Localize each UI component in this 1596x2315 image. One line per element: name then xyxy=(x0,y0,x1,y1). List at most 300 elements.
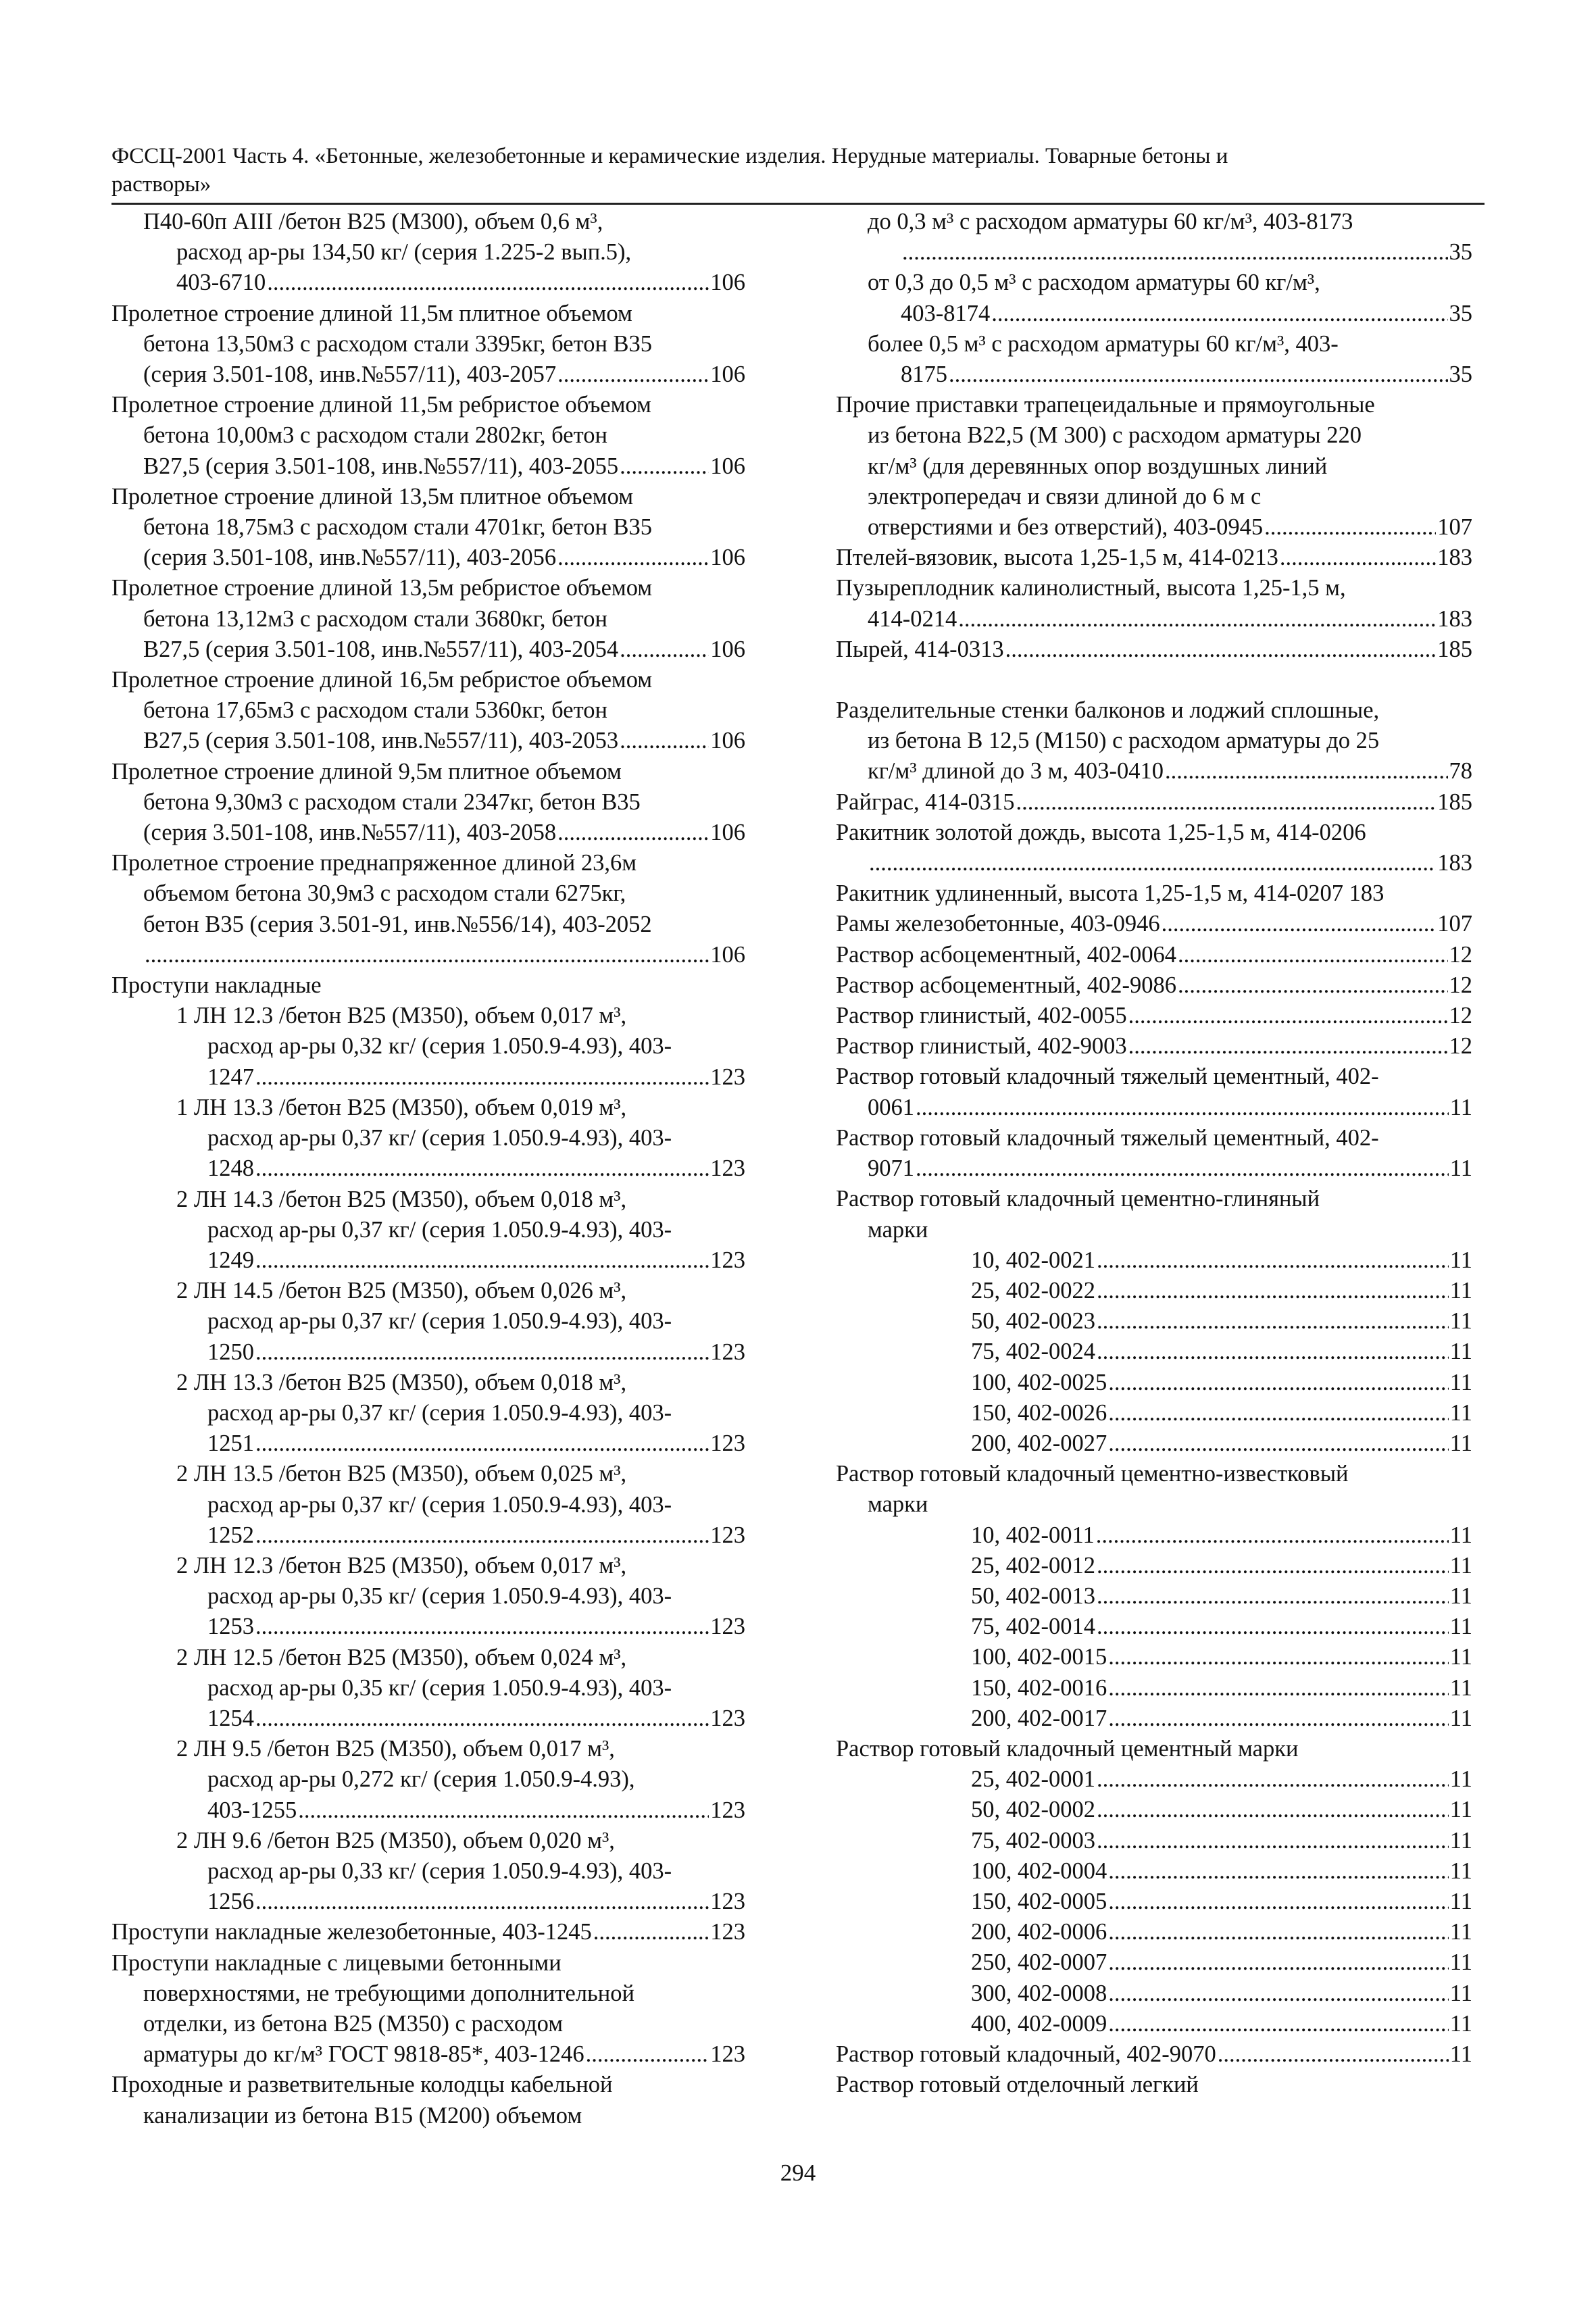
index-line-text: 1 ЛН 12.3 /бетон В25 (М350), объем 0,017 м³, xyxy=(176,1003,627,1029)
index-line-text: 1251 xyxy=(207,1430,254,1457)
page-reference: 12 xyxy=(1449,1033,1472,1060)
index-line-text: В27,5 (серия 3.501-108, инв.№557/11), 403-2054 xyxy=(143,636,619,662)
index-line-text: Пузыреплодник калинолистный, высота 1,25-1,5 м, xyxy=(836,575,1346,601)
page-reference: 107 xyxy=(1437,514,1472,541)
page-reference: 11 xyxy=(1449,1644,1472,1670)
index-line-with-page xyxy=(836,1673,1472,1703)
leader-dots xyxy=(1218,2039,1449,2070)
entry-spacer xyxy=(836,665,1472,695)
page-reference: 11 xyxy=(1449,2041,1472,2067)
leader-dots xyxy=(557,543,709,573)
index-entry xyxy=(836,1245,1472,1459)
page-reference: 106 xyxy=(710,728,745,754)
index-line-with-page xyxy=(111,818,745,848)
index-entry xyxy=(111,1643,745,1735)
index-line-text: 400, 402-0009 xyxy=(971,2010,1107,2037)
leader-dots xyxy=(255,1062,709,1093)
index-line-text: Раствор асбоцементный, 402-0064 xyxy=(836,941,1176,968)
index-line-with-page xyxy=(836,2009,1472,2039)
index-line-text: 50, 402-0002 xyxy=(971,1797,1095,1823)
page-reference: 12 xyxy=(1449,1003,1472,1029)
index-line-text: 414-0214 xyxy=(868,605,957,632)
index-line-text: Проступи накладные железобетонные, 403-1245 xyxy=(111,1919,592,1945)
index-line-with-page xyxy=(836,1337,1472,1367)
index-line-text: Раствор готовый кладочный цементный марки xyxy=(836,1735,1299,1762)
leader-dots xyxy=(298,1795,709,1826)
index-entry xyxy=(836,695,1472,787)
index-line-text: 1253 xyxy=(207,1614,254,1640)
index-line-with-page xyxy=(836,1093,1472,1123)
index-line-text: Проступи накладные с лицевыми бетонными xyxy=(111,1949,562,1976)
leader-dots xyxy=(1096,1520,1449,1551)
page-reference: 35 xyxy=(1449,300,1472,326)
page-reference: 123 xyxy=(710,1247,745,1273)
index-line-text: Пырей, 414-0313 xyxy=(836,636,1004,662)
index-line-text: до 0,3 м³ с расходом арматуры 60 кг/м³, 403-8173 xyxy=(868,209,1353,234)
index-line-text: 200, 402-0027 xyxy=(971,1430,1107,1456)
leader-dots xyxy=(869,848,1436,878)
index-line-text: расход ар-ры 0,272 кг/ (серия 1.050.9-4.93), xyxy=(207,1766,635,1793)
index-entry xyxy=(111,757,745,849)
index-line-with-page xyxy=(836,787,1472,818)
index-line-with-page xyxy=(836,1368,1472,1398)
page-reference: 11 xyxy=(1449,1827,1472,1853)
index-line-text: из бетона В22,5 (М 300) с расходом арматуры 220 xyxy=(868,422,1362,449)
index-entry xyxy=(111,1734,745,1826)
index-line-text: 403-1255 xyxy=(207,1797,297,1823)
leader-dots xyxy=(593,1917,709,1947)
leader-dots xyxy=(1128,1031,1448,1062)
leader-dots xyxy=(991,299,1447,329)
index-entry xyxy=(836,818,1472,878)
page-number: 294 xyxy=(780,2160,816,2186)
page-reference: 11 xyxy=(1449,1949,1472,1976)
index-line-with-page xyxy=(836,1703,1472,1734)
index-line-text: расход ар-ры 0,37 кг/ (серия 1.050.9-4.93), 403- xyxy=(207,1399,672,1426)
index-line-text: 200, 402-0017 xyxy=(971,1705,1107,1731)
index-line-text: Пролетное строение длиной 16,5м ребристое объемом xyxy=(111,667,653,693)
index-line-text: расход ар-ры 0,35 кг/ (серия 1.050.9-4.93), 403- xyxy=(207,1674,672,1701)
leader-dots xyxy=(1097,1795,1449,1825)
index-line-text: 1256 xyxy=(207,1889,254,1915)
leader-dots xyxy=(902,237,1448,268)
page-reference: 106 xyxy=(710,820,745,846)
index-entry xyxy=(836,2039,1472,2070)
index-line-text: 2 ЛН 12.3 /бетон В25 (М350), объем 0,017 м³, xyxy=(176,1552,627,1578)
index-line-text: Раствор глинистый, 402-0055 xyxy=(836,1003,1127,1029)
index-line-with-page xyxy=(836,1428,1472,1459)
index-line-text: Птелей-вязовик, высота 1,25-1,5 м, 414-0213 xyxy=(836,545,1278,571)
index-line-text: 2 ЛН 14.3 /бетон В25 (М350), объем 0,018 м³, xyxy=(176,1186,627,1212)
index-line-text: марки xyxy=(868,1491,928,1518)
index-line-with-page xyxy=(836,634,1472,665)
index-line-with-page xyxy=(836,970,1472,1001)
leader-dots xyxy=(1097,1306,1449,1337)
index-line-text: Райграс, 414-0315 xyxy=(836,789,1015,815)
index-line-text: канализации из бетона В15 (М200) объемом xyxy=(143,2102,582,2129)
leader-dots xyxy=(620,634,709,665)
page-reference: 12 xyxy=(1449,972,1472,998)
index-line-text: отделки, из бетона В25 (М350) с расходом xyxy=(143,2010,564,2037)
index-line-text: 10, 402-0021 xyxy=(971,1247,1095,1273)
page-reference: 123 xyxy=(710,1889,745,1915)
leader-dots xyxy=(1108,2009,1449,2039)
index-line-text: 9071 xyxy=(868,1155,914,1182)
leader-dots xyxy=(1097,1826,1449,1856)
index-line-text: П40-60п АIII /бетон В25 (М300), объем 0,6 м³, xyxy=(143,209,603,234)
leader-dots xyxy=(1016,787,1436,818)
index-entry xyxy=(836,1031,1472,1062)
index-line-text: 50, 402-0023 xyxy=(971,1308,1095,1335)
index-entry xyxy=(111,1276,745,1368)
leader-dots xyxy=(1097,1245,1449,1276)
page-reference: 11 xyxy=(1449,1797,1472,1823)
page-reference: 183 xyxy=(1437,545,1472,571)
leader-dots xyxy=(557,818,709,848)
leader-dots xyxy=(1264,512,1436,543)
leader-dots xyxy=(620,726,709,756)
index-line-with-page xyxy=(836,1642,1472,1672)
leader-dots xyxy=(1162,909,1437,939)
index-line-text: 200, 402-0006 xyxy=(971,1919,1107,1945)
page-reference: 106 xyxy=(710,362,745,388)
leader-dots xyxy=(949,359,1448,390)
index-line-text: 1247 xyxy=(207,1064,254,1090)
leader-dots xyxy=(255,1153,709,1184)
index-line-with-page xyxy=(836,1153,1472,1184)
index-line-text: В27,5 (серия 3.501-108, инв.№557/11), 403-2055 xyxy=(143,453,619,479)
index-line-with-page xyxy=(111,1153,745,1184)
leader-dots xyxy=(1108,1673,1449,1703)
index-line-with-page xyxy=(836,299,1472,329)
index-entry xyxy=(836,1184,1472,1245)
index-entry xyxy=(836,543,1472,573)
leader-dots xyxy=(1108,1703,1449,1734)
index-line-text: (серия 3.501-108, инв.№557/11), 403-2057 xyxy=(143,362,557,388)
index-entry xyxy=(111,2070,745,2131)
index-line-with-page xyxy=(111,359,745,390)
leader-dots xyxy=(1165,756,1448,787)
index-line-text: Пролетное строение длиной 13,5м плитное объемом xyxy=(111,483,634,509)
index-line-with-page xyxy=(836,359,1472,390)
index-line-text: 403-6710 xyxy=(176,270,266,296)
index-line-with-page xyxy=(836,1795,1472,1825)
index-line-text: 2 ЛН 14.5 /бетон В25 (М350), объем 0,026 м³, xyxy=(176,1278,627,1304)
index-line-text: 2 ЛН 13.3 /бетон В25 (М350), объем 0,018 м³, xyxy=(176,1369,627,1395)
index-line-text: 100, 402-0015 xyxy=(971,1644,1107,1670)
index-line-with-page xyxy=(111,1612,745,1642)
index-line-text: бетона 17,65м3 с расходом стали 5360кг, бетон xyxy=(143,697,607,724)
leader-dots xyxy=(1097,1276,1449,1306)
leader-dots xyxy=(1097,1581,1449,1612)
index-entry xyxy=(111,1185,745,1276)
index-line-with-page xyxy=(836,1581,1472,1612)
index-line-with-page xyxy=(836,1306,1472,1337)
index-line-text: 1249 xyxy=(207,1247,254,1273)
leader-dots xyxy=(1097,1551,1449,1581)
index-line-text: 75, 402-0003 xyxy=(971,1827,1095,1853)
page-reference: 123 xyxy=(710,1155,745,1182)
index-line-with-page xyxy=(111,726,745,756)
leader-dots xyxy=(620,451,709,482)
index-line-with-page xyxy=(836,848,1472,878)
page-reference: 11 xyxy=(1449,1858,1472,1884)
index-line-text: Раствор глинистый, 402-9003 xyxy=(836,1033,1127,1060)
leader-dots xyxy=(145,940,709,970)
index-line-text: Раствор готовый отделочный легкий xyxy=(836,2072,1199,2098)
page-reference: 11 xyxy=(1449,1247,1472,1273)
index-line-text: Разделительные стенки балконов и лоджий сплошные, xyxy=(836,697,1380,724)
index-line-text: 250, 402-0007 xyxy=(971,1949,1107,1976)
index-line-text: (серия 3.501-108, инв.№557/11), 403-2058 xyxy=(143,820,557,846)
page-reference: 107 xyxy=(1437,911,1472,937)
index-line-text: 1248 xyxy=(207,1155,254,1182)
index-line-text: Раствор готовый кладочный тяжелый цементный, 402- xyxy=(836,1064,1379,1090)
index-line-text: из бетона В 12,5 (М150) с расходом арматуры до 25 xyxy=(868,728,1380,754)
page-reference: 35 xyxy=(1449,362,1472,388)
index-line-text: 300, 402-0008 xyxy=(971,1980,1107,2006)
leader-dots xyxy=(1097,1612,1449,1642)
index-line-with-page xyxy=(836,1887,1472,1917)
running-header xyxy=(111,142,1490,199)
leader-dots xyxy=(1178,970,1448,1001)
index-line-text: Раствор готовый кладочный тяжелый цементный, 402- xyxy=(836,1124,1379,1151)
leader-dots xyxy=(1108,1947,1449,1978)
leader-dots xyxy=(267,268,709,298)
index-line-text: бетона 9,30м3 с расходом стали 2347кг, бетон В35 xyxy=(143,789,641,815)
index-line-text: расход ар-ры 0,37 кг/ (серия 1.050.9-4.93), 403- xyxy=(207,1308,672,1335)
index-line-with-page xyxy=(836,1764,1472,1795)
leader-dots xyxy=(916,1153,1449,1184)
index-line-with-page xyxy=(111,268,745,298)
index-line-with-page xyxy=(836,1551,1472,1581)
page-reference: 106 xyxy=(710,270,745,296)
index-line-text: расход ар-ры 0,32 кг/ (серия 1.050.9-4.93), 403- xyxy=(207,1033,672,1060)
index-line-with-page xyxy=(836,237,1472,268)
leader-dots xyxy=(255,1520,709,1551)
page-reference: 185 xyxy=(1437,789,1472,815)
index-line-text: 100, 402-0004 xyxy=(971,1858,1107,1884)
index-line-text: (серия 3.501-108, инв.№557/11), 403-2056 xyxy=(143,545,557,571)
index-line-with-page xyxy=(836,1001,1472,1031)
index-entry xyxy=(111,1826,745,1918)
index-line-text: бетона 13,12м3 с расходом стали 3680кг, бетон xyxy=(143,605,607,632)
index-line-text: 75, 402-0014 xyxy=(971,1614,1095,1640)
index-line-text: Пролетное строение длиной 11,5м плитное объемом xyxy=(111,300,632,326)
index-line-with-page xyxy=(836,543,1472,573)
index-line-with-page xyxy=(836,1398,1472,1428)
page-reference: 11 xyxy=(1449,1705,1472,1731)
leader-dots xyxy=(1108,1398,1449,1428)
page-reference: 11 xyxy=(1449,1369,1472,1395)
leader-dots xyxy=(916,1093,1449,1123)
index-entry xyxy=(836,940,1472,970)
index-line-text: Ракитник золотой дождь, высота 1,25-1,5 м, 414-0206 xyxy=(836,819,1366,845)
index-line-with-page xyxy=(111,1428,745,1459)
page-reference: 123 xyxy=(710,1064,745,1090)
page-reference: 11 xyxy=(1449,1980,1472,2006)
leader-dots xyxy=(1108,1368,1449,1398)
leader-dots xyxy=(1108,1917,1449,1947)
page-reference: 123 xyxy=(710,1339,745,1365)
index-line-with-page xyxy=(111,634,745,665)
index-line-text: 403-8174 xyxy=(901,300,991,326)
index-line-with-page xyxy=(111,1887,745,1917)
index-line-text: 2 ЛН 13.5 /бетон В25 (М350), объем 0,025 м³, xyxy=(176,1461,627,1487)
page-reference: 11 xyxy=(1449,1614,1472,1640)
index-line-text: 150, 402-0026 xyxy=(971,1399,1107,1426)
index-line-text: бетона 18,75м3 с расходом стали 4701кг, бетон В35 xyxy=(143,514,653,541)
index-line-text: 0061 xyxy=(868,1094,914,1120)
page-reference: 11 xyxy=(1449,2010,1472,2037)
index-entry xyxy=(111,482,745,574)
page-reference: 123 xyxy=(710,1705,745,1731)
page-reference: 11 xyxy=(1449,1094,1472,1120)
index-entry xyxy=(836,1062,1472,1122)
index-entry xyxy=(111,1551,745,1643)
index-line-with-page xyxy=(111,2039,745,2070)
leader-dots xyxy=(255,1245,709,1276)
index-line-text: 25, 402-0012 xyxy=(971,1552,1095,1578)
leader-dots xyxy=(255,1703,709,1734)
index-line-text: поверхностями, не требующими дополнительной xyxy=(143,1980,634,2006)
index-entry xyxy=(836,1123,1472,1184)
index-column-right xyxy=(836,207,1472,2100)
index-entry xyxy=(111,299,745,391)
index-line-with-page xyxy=(836,1917,1472,1947)
index-line-text: бетон В35 (серия 3.501-91, инв.№556/14), 403-2052 xyxy=(143,911,652,937)
leader-dots xyxy=(1097,1764,1449,1795)
index-entry xyxy=(111,207,745,299)
index-line-text: Проходные и разветвительные колодцы кабельной xyxy=(111,2072,613,2098)
page-reference: 11 xyxy=(1449,1308,1472,1335)
leader-dots xyxy=(255,1612,709,1642)
index-line-with-page xyxy=(111,1795,745,1826)
index-entry xyxy=(836,787,1472,818)
page-reference: 11 xyxy=(1449,1339,1472,1365)
index-entry xyxy=(836,573,1472,634)
index-line-text: Раствор готовый кладочный цементно-известковый xyxy=(836,1461,1349,1487)
page-reference: 106 xyxy=(710,636,745,662)
index-line-text: отверстиями и без отверстий), 403-0945 xyxy=(868,514,1264,541)
index-line-text: объемом бетона 30,9м3 с расходом стали 6275кг, xyxy=(143,880,626,907)
index-entry xyxy=(111,1368,745,1460)
leader-dots xyxy=(1108,1428,1449,1459)
index-line-text: 10, 402-0011 xyxy=(971,1522,1095,1548)
header-rule xyxy=(111,203,1485,205)
index-entry xyxy=(836,207,1472,268)
leader-dots xyxy=(255,1428,709,1459)
index-line-text: расход ар-ры 134,50 кг/ (серия 1.225-2 вып.5), xyxy=(176,239,632,266)
index-line-text: 1 ЛН 13.3 /бетон В25 (М350), объем 0,019 м³, xyxy=(176,1094,627,1120)
index-line-text: 100, 402-0025 xyxy=(971,1369,1107,1395)
index-line-text: Пролетное строение преднапряженное длиной 23,6м xyxy=(111,850,637,876)
page-reference: 11 xyxy=(1449,1766,1472,1793)
index-line-text: 2 ЛН 9.5 /бетон В25 (М350), объем 0,017 м³, xyxy=(176,1736,615,1762)
index-entry xyxy=(836,878,1472,909)
leader-dots xyxy=(1005,634,1437,665)
running-header-line-1: ФССЦ-2001 Часть 4. «Бетонные, железобетонные и керамические изделия. Нерудные материалы. Товарные бетоны и xyxy=(111,144,1228,168)
index-line-with-page xyxy=(111,1062,745,1093)
index-line-text: Раствор асбоцементный, 402-9086 xyxy=(836,972,1176,998)
index-line-with-page xyxy=(836,909,1472,939)
index-entry xyxy=(111,848,745,970)
index-line-text: Пролетное строение длиной 11,5м ребристое объемом xyxy=(111,392,651,418)
index-entry xyxy=(111,1917,745,1947)
index-line-text: 75, 402-0024 xyxy=(971,1339,1095,1365)
index-line-with-page xyxy=(836,512,1472,543)
index-line-with-page xyxy=(836,1612,1472,1642)
index-line-with-page xyxy=(111,1520,745,1551)
index-entry xyxy=(111,1093,745,1185)
index-line-with-page xyxy=(111,1245,745,1276)
index-line-with-page xyxy=(836,1031,1472,1062)
leader-dots xyxy=(1108,1856,1449,1887)
page-reference: 11 xyxy=(1449,1522,1472,1548)
page-reference: 123 xyxy=(710,2041,745,2068)
index-entry xyxy=(836,1001,1472,1031)
index-line-text: В27,5 (серия 3.501-108, инв.№557/11), 403-2053 xyxy=(143,728,619,754)
page-reference: 11 xyxy=(1449,1277,1472,1303)
index-line-with-page xyxy=(836,1856,1472,1887)
index-line-text: 1250 xyxy=(207,1339,254,1365)
leader-dots xyxy=(1108,1978,1449,2009)
leader-dots xyxy=(1128,1001,1448,1031)
index-line-text: Пролетное строение длиной 9,5м плитное объемом xyxy=(111,758,622,785)
index-line-with-page xyxy=(111,451,745,482)
index-line-text: Прочие приставки трапецеидальные и прямоугольные xyxy=(836,392,1375,418)
index-line-text: более 0,5 м³ с расходом арматуры 60 кг/м³, 403- xyxy=(868,330,1339,357)
index-entry xyxy=(111,1001,745,1093)
index-line-with-page xyxy=(836,1276,1472,1306)
index-line-with-page xyxy=(836,1245,1472,1276)
index-entry xyxy=(111,573,745,665)
index-entry xyxy=(836,390,1472,543)
index-line-text: арматуры до кг/м³ ГОСТ 9818-85*, 403-1246 xyxy=(143,2041,584,2068)
index-line-text: Рамы железобетонные, 403-0946 xyxy=(836,911,1160,937)
index-entry xyxy=(836,909,1472,939)
leader-dots xyxy=(1097,1337,1449,1367)
index-line-with-page xyxy=(111,1917,745,1947)
index-line-text: марки xyxy=(868,1216,928,1243)
index-entry xyxy=(836,1459,1472,1520)
index-entry xyxy=(111,970,745,1001)
running-header-line-2: растворы» xyxy=(111,172,211,197)
page-reference: 183 xyxy=(1437,605,1472,632)
index-line-text: кг/м³ (для деревянных опор воздушных линий xyxy=(868,453,1328,479)
page-reference: 11 xyxy=(1449,1155,1472,1182)
index-line-text: расход ар-ры 0,37 кг/ (серия 1.050.9-4.93), 403- xyxy=(207,1125,672,1151)
index-line-text: бетона 13,50м3 с расходом стали 3395кг, бетон В35 xyxy=(143,330,653,357)
leader-dots xyxy=(557,359,709,390)
page-reference: 11 xyxy=(1449,1399,1472,1426)
index-line-text: 150, 402-0005 xyxy=(971,1888,1107,1914)
index-entry xyxy=(111,390,745,482)
index-line-text: Раствор готовый кладочный, 402-9070 xyxy=(836,2041,1216,2067)
index-line-text: 1254 xyxy=(207,1705,254,1731)
page-reference: 78 xyxy=(1449,758,1472,785)
index-line-with-page xyxy=(836,1520,1472,1551)
index-line-text: Раствор готовый кладочный цементно-глиняный xyxy=(836,1186,1320,1212)
leader-dots xyxy=(1108,1642,1449,1672)
page-reference: 11 xyxy=(1449,1674,1472,1701)
page-reference: 11 xyxy=(1449,1583,1472,1609)
index-line-text: 25, 402-0022 xyxy=(971,1277,1095,1303)
index-line-with-page xyxy=(111,1337,745,1368)
leader-dots xyxy=(255,1337,709,1368)
page-reference: 183 xyxy=(1437,850,1472,876)
index-entry xyxy=(836,1764,1472,2039)
